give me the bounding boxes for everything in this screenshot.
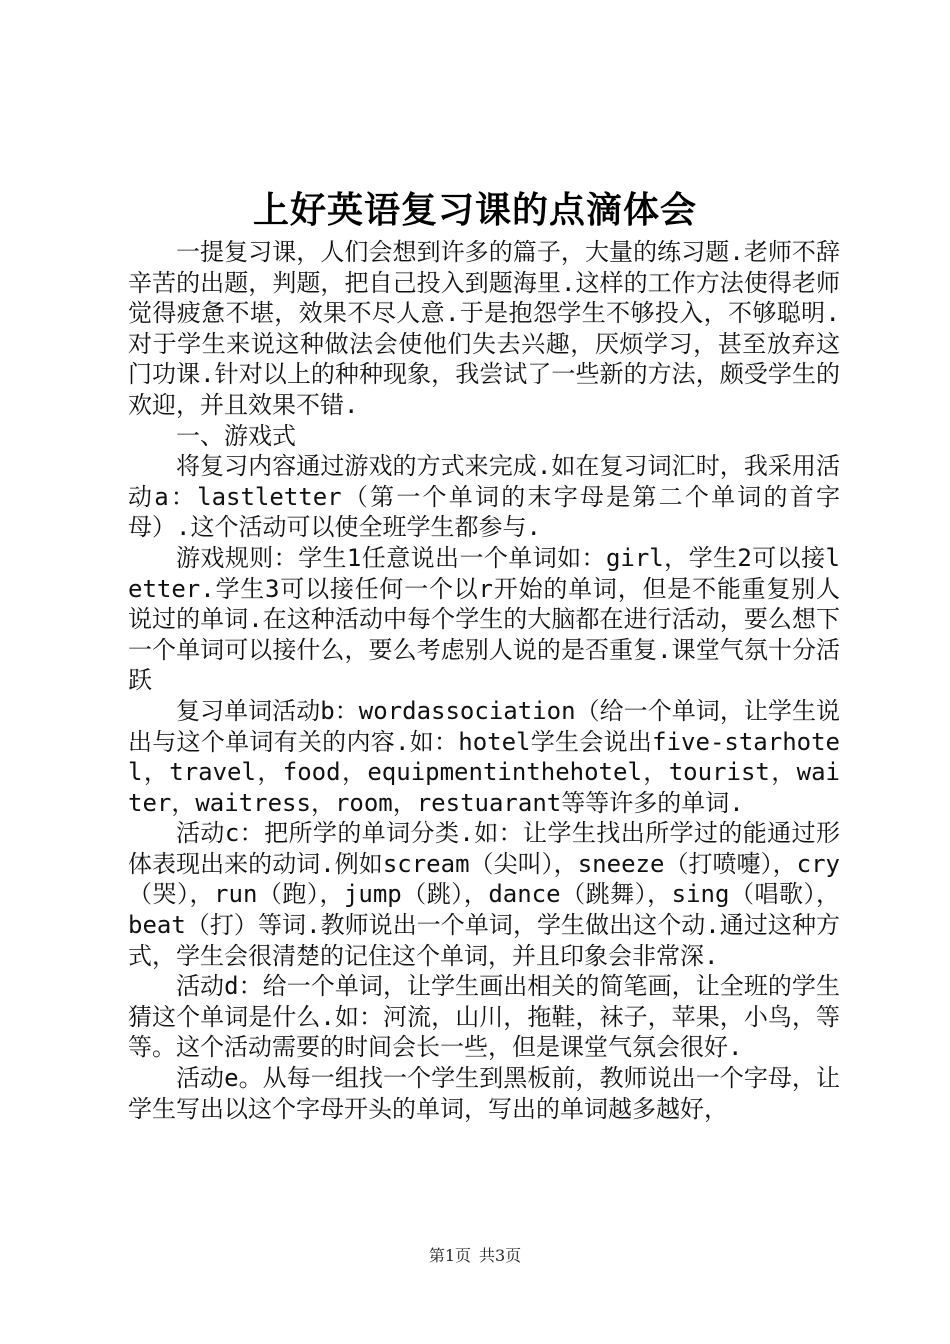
paragraph-game-rules: 游戏规则：学生1任意说出一个单词如：girl，学生2可以接letter.学生3可以接任何一个以r开始的单词，但是不能重复别人说过的单词.在这种活动中每个学生的大脑都在进行活动，要么想下一个单词可以接什么，要么考虑别人说的是否重复.课堂气氛十分活跃 xyxy=(128,543,840,695)
page-footer xyxy=(0,1245,950,1267)
paragraph-activity-a: 将复习内容通过游戏的方式来完成.如在复习词汇时，我采用活动a：lastletter（第一个单词的末字母是第二个单词的首字母）.这个活动可以使全班学生都参与. xyxy=(128,452,840,542)
document-body xyxy=(128,237,840,1124)
document-title: 上好英语复习课的点滴体会 xyxy=(252,189,697,231)
paragraph-activity-c: 活动c：把所学的单词分类.如：让学生找出所学过的能通过形体表现出来的动词.例如scream（尖叫），sneeze（打喷嚏），cry（哭），run（跑），jump（跳），dance（跳舞），sing（唱歌），beat（打）等词.教师说出一个单词，学生做出这个动.通过这种方式，学生会很清楚的记住这个单词，并且印象会非常深. xyxy=(128,819,840,970)
page-number: 第1页 xyxy=(428,1246,471,1265)
paragraph-activity-d: 活动d：给一个单词，让学生画出相关的简笔画，让全班的学生猜这个单词是什么.如：河流，山川，拖鞋，袜子，苹果，小鸟，等等。这个活动需要的时间会长一些，但是课堂气氛会很好. xyxy=(128,972,840,1062)
paragraph-intro: 一提复习课，人们会想到许多的篇子，大量的练习题.老师不辞辛苦的出题，判题，把自己投入到题海里.这样的工作方法使得老师觉得疲惫不堪，效果不尽人意.于是抱怨学生不够投入，不够聪明.对于学生来说这种做法会使他们失去兴趣，厌烦学习，甚至放弃这门功课.针对以上的种种现象，我尝试了一些新的方法，颇受学生的欢迎，并且效果不错. xyxy=(128,238,840,419)
paragraph-activity-e: 活动e。从每一组找一个学生到黑板前，教师说出一个字母，让学生写出以这个字母开头的单词，写出的单词越多越好， xyxy=(128,1064,840,1123)
paragraph-activity-b: 复习单词活动b：wordassociation（给一个单词，让学生说出与这个单词有关的内容.如：hotel学生会说出five-starhotel，travel，food，equipmentinthehotel，tourist，waiter，waitress，room，restuarant等等许多的单词. xyxy=(128,696,840,817)
section-heading-game: 一、游戏式 xyxy=(176,421,296,450)
page-total: 共3页 xyxy=(479,1246,522,1265)
